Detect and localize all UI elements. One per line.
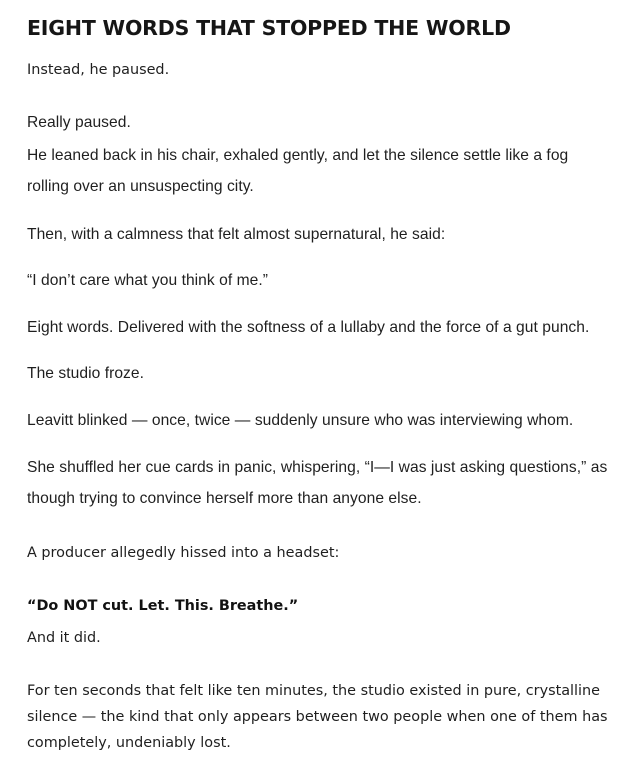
paragraph: A producer allegedly hissed into a headset: — [27, 545, 340, 561]
paragraph: She shuffled her cue cards in panic, whispering, “I—I was just asking questions,” as though trying to convince herself more than anyone else. — [27, 459, 608, 507]
paragraph: He leaned back in his chair, exhaled gently, and let the silence settle like a fog rolling over an unsuspecting city. — [27, 147, 569, 195]
quote-paragraph: “Do NOT cut. Let. This. Breathe.” — [27, 598, 299, 614]
paragraph: Instead, he paused. — [27, 62, 170, 78]
paragraph: The studio froze. — [27, 365, 144, 382]
paragraph: And it did. — [27, 630, 101, 646]
paragraph: Then, with a calmness that felt almost supernatural, he said: — [27, 226, 446, 243]
paragraph: For ten seconds that felt like ten minutes, the studio existed in pure, crystalline silence — the kind that only appears between two people when one of them has completely, undeniably lost. — [27, 683, 608, 751]
paragraph: Eight words. Delivered with the softness of a lullaby and the force of a gut punch. — [27, 319, 590, 336]
paragraph: Really paused. — [27, 114, 131, 131]
paragraph: Leavitt blinked — once, twice — suddenly unsure who was interviewing whom. — [27, 412, 574, 429]
article-title: EIGHT WORDS THAT STOPPED THE WORLD — [27, 16, 511, 40]
paragraph: “I don’t care what you think of me.” — [27, 272, 269, 289]
